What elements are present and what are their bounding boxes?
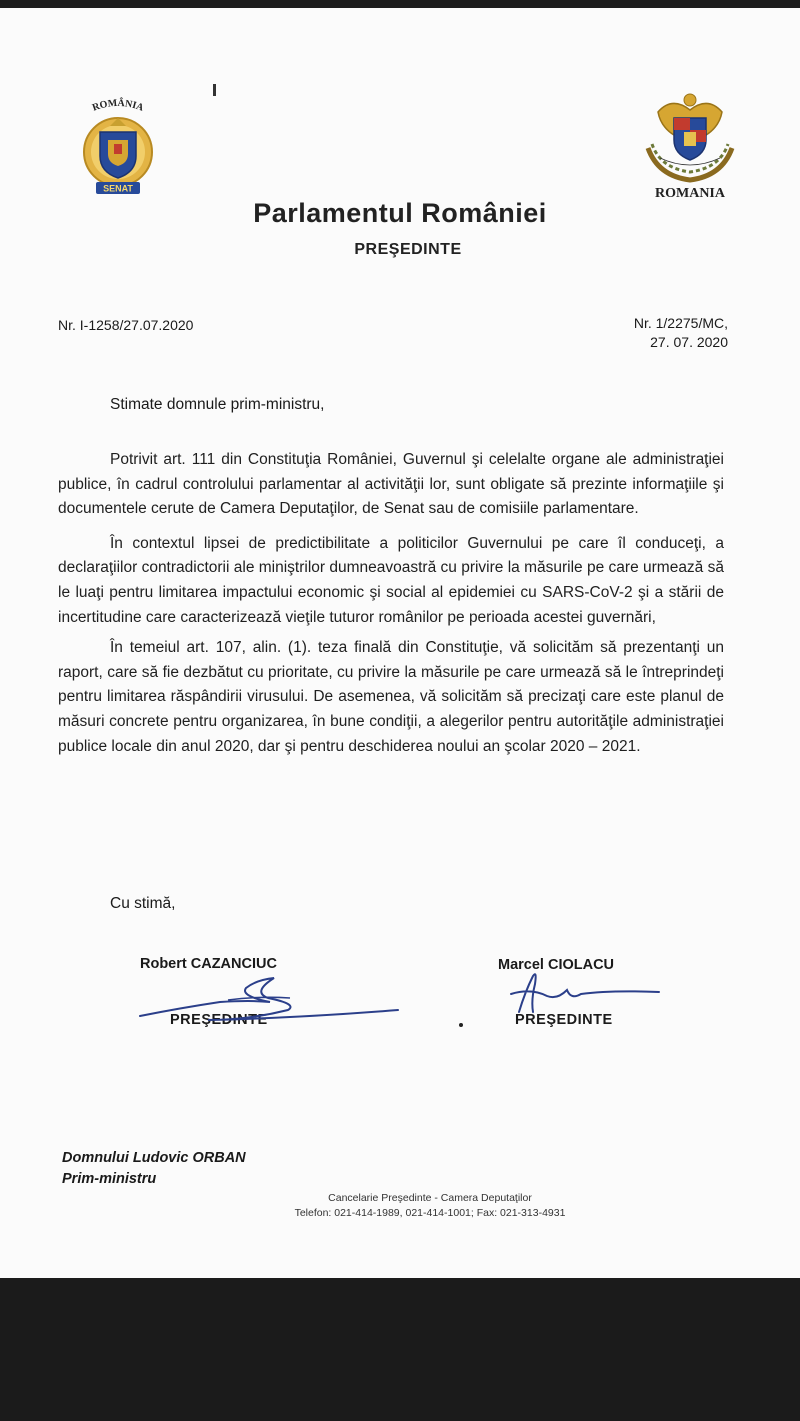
footer-line1: Cancelarie Preşedinte - Camera Deputaţilor	[328, 1192, 532, 1204]
addressee-title: Prim-ministru	[62, 1171, 157, 1187]
signature-left-icon	[132, 970, 402, 1030]
footer-line2: Telefon: 021-414-1989, 021-414-1001; Fax: 021-313-4931	[294, 1207, 566, 1219]
footer-contact	[0, 1191, 800, 1221]
registration-number-left: Nr. I-1258/27.07.2020	[58, 317, 194, 333]
closing: Cu stimă,	[110, 895, 176, 912]
addressee-name: Domnului Ludovic ORBAN	[62, 1150, 246, 1166]
salutation: Stimate domnule prim-ministru,	[110, 396, 325, 413]
right-emblem-caption: ROMANIA	[655, 186, 725, 201]
svg-text:ROMÂNIA	[91, 97, 146, 114]
bottom-frame-area	[0, 1278, 800, 1421]
senat-emblem-bottom-text: SENAT	[103, 183, 133, 194]
page-subtitle: PREŞEDINTE	[354, 241, 462, 258]
senat-emblem-icon	[70, 96, 166, 208]
letter-paragraph: Potrivit art. 111 din Constituţia României, Guvernul şi celelalte organe ale administraţiei publice, în cadrul controlului parlamentar al activităţii lor, sunt obligate să prezinte informaţiile şi documentele cerute de Camera Deputaţilor, de Senat sau de comisiile parlamentare.	[58, 451, 724, 518]
signature-right-icon	[505, 968, 665, 1018]
signatory-name-left: Robert CAZANCIUC	[140, 956, 277, 972]
top-frame-bar	[0, 0, 800, 8]
letter-page	[0, 8, 800, 1278]
registration-number-right	[634, 314, 728, 352]
page-title: Parlamentul României	[253, 198, 547, 228]
letter-paragraph: În contextul lipsei de predictibilitate a politicilor Guvernului pe care îl conduceţi, a declaraţiilor contradictorii ale miniştrilor dumneavoastră cu privire la măsurile pe care urmează să le luaţi pentru limitarea impactului economic şi social al epidemiei cu SARS-CoV-2 şi a stării de incertitudine care caracterizează vieţile tuturor românilor pe perioada acestei guvernări,	[58, 534, 724, 626]
addressee	[62, 1148, 246, 1190]
scan-mark	[213, 84, 216, 96]
registration-right-line1: Nr. 1/2275/MC,	[633, 315, 728, 331]
letter-body	[58, 448, 724, 769]
senat-emblem-top-text: ROMÂNIA	[90, 97, 146, 114]
letter-paragraph: În temeiul art. 107, alin. (1). teza finală din Constituţie, vă solicităm să prezentanţi un raport, care să fie dezbătut cu prioritate, cu privire la măsurile pe care urmează să le întreprindeţi pentru limitarea răspândirii virusului. De asemenea, vă solicităm să precizaţi care este planul de măsuri concrete pentru organizarea, în bune condiţii, a alegerilor pentru autorităţile administraţiei publice locale din anul 2020, dar şi pentru deschiderea noului an şcolar 2020 – 2021.	[58, 639, 724, 755]
signatory-role-right: PREŞEDINTE	[515, 1012, 613, 1028]
separator-dot	[459, 1023, 463, 1027]
signatory-role-left: PREŞEDINTE	[170, 1012, 268, 1028]
registration-right-line2: 27. 07. 2020	[650, 334, 728, 350]
signatory-name-right: Marcel CIOLACU	[498, 957, 615, 973]
